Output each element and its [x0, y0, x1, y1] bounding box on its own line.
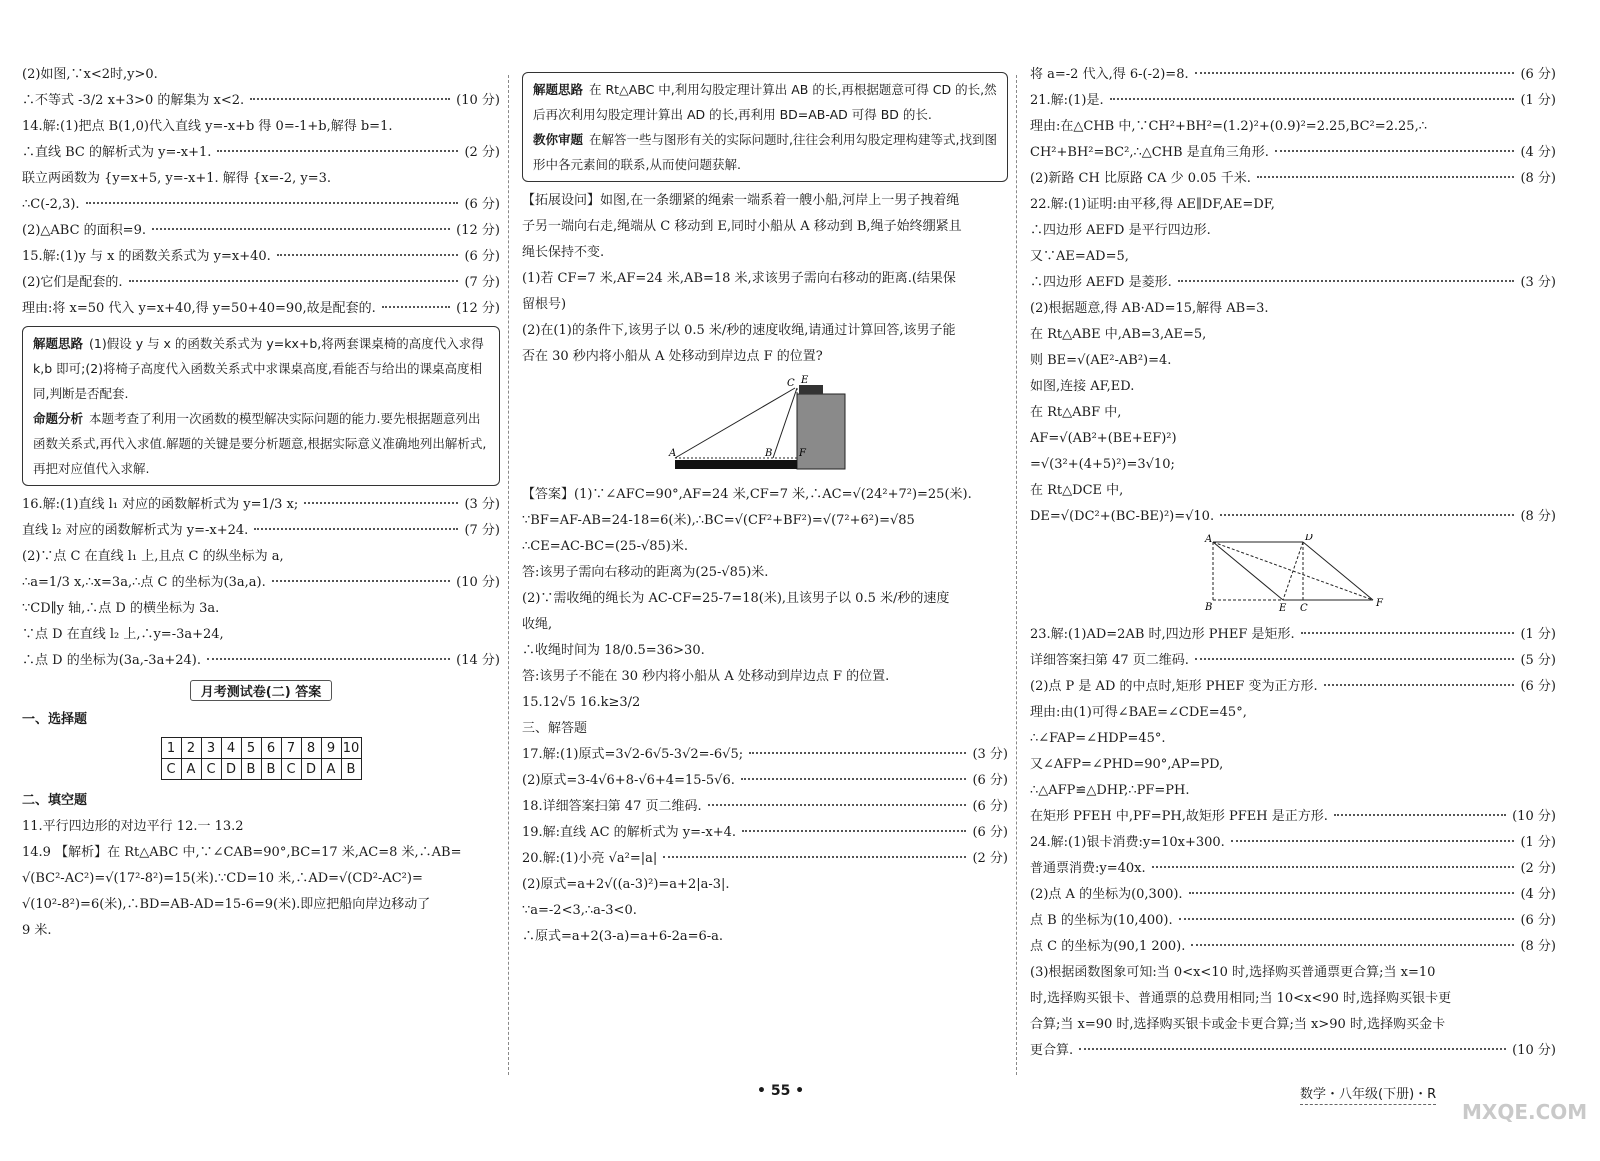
answer-line: [1030, 648, 1556, 674]
line-text: 23.解:(1)AD=2AB 时,四边形 PHEF 是矩形.: [1030, 627, 1295, 642]
score-label: (4 分): [1520, 887, 1556, 902]
extension-answer: [522, 482, 1008, 742]
answer-line: [1030, 830, 1556, 856]
line-text: (2)△ABC 的面积=9.: [22, 223, 146, 238]
text-line: [522, 560, 1008, 586]
question-number-cell: 1: [161, 738, 181, 759]
answer-line: [1030, 700, 1556, 726]
line-text: CH²+BH²=BC²,∴△CHB 是直角三角形.: [1030, 145, 1269, 160]
line-text: 14.9 【解析】在 Rt△ABC 中,∵∠CAB=90°,BC=17 米,AC=8 米,∴AB=: [22, 845, 462, 860]
dot-leader: [86, 202, 459, 204]
line-text: ∵BF=AF-AB=24-18=6(米),∴BC=√(CF²+BF²)=√(7²+6²)=√85: [522, 513, 915, 528]
score-label: (14 分): [456, 653, 500, 668]
line-text: 17.解:(1)原式=3√2-6√5-3√2=-6√5;: [522, 747, 744, 762]
answer-line: [1030, 426, 1556, 452]
answer-line: [522, 872, 1008, 898]
answer-cell: C: [201, 759, 221, 780]
dot-leader: [272, 580, 450, 582]
answer-cell: D: [221, 759, 241, 780]
line-text: (2)∵需收绳的绳长为 AC-CF=25-7=18(米),且该男子以 0.5 米/秒的速度: [522, 591, 950, 606]
score-label: (3 分): [1520, 275, 1556, 290]
answer-cell: C: [281, 759, 301, 780]
line-text: 时,选择购买银卡、普通票的总费用相同;当 10<x<90 时,选择购买银卡更: [1030, 991, 1452, 1006]
answer-line: [22, 840, 500, 866]
score-label: (6 分): [972, 799, 1008, 814]
text-line: [522, 188, 1008, 214]
text-line: [522, 240, 1008, 266]
answer-cell: B: [241, 759, 261, 780]
answer-line: [22, 814, 500, 840]
line-text: 11.平行四边形的对边平行 12.一 13.2: [22, 819, 244, 834]
answer-line: [1030, 674, 1556, 700]
tip-box: [522, 72, 1008, 182]
line-text: √(10²-8²)=6(米),∴BD=AB-AD=15-6=9(米).即应把船向岸边移动了: [22, 897, 431, 912]
answer-line: [22, 570, 500, 596]
extension-question: [522, 188, 1008, 370]
dot-leader: [663, 856, 966, 858]
question-number-cell: 7: [281, 738, 301, 759]
answer-line: [1030, 778, 1556, 804]
boat-rope-diagram: [665, 374, 865, 474]
table-row: [161, 738, 361, 759]
line-text: 又∠AFP=∠PHD=90°,AP=PD,: [1030, 757, 1224, 772]
score-label: (6 分): [1520, 679, 1556, 694]
line-text: 9 米.: [22, 923, 52, 938]
answer-line: [22, 114, 500, 140]
line-text: AF=√(AB²+(BE+EF)²): [1030, 431, 1177, 446]
footer-subject: 数学・八年级(下册)・R: [1300, 1083, 1436, 1105]
dot-leader: [1195, 72, 1515, 74]
question-number-cell: 9: [321, 738, 341, 759]
label-e: E: [801, 375, 809, 386]
line-text: (2)原式=3-4√6+8-√6+4=15-5√6.: [522, 773, 735, 788]
label-f: F: [1376, 598, 1383, 609]
score-label: (1 分): [1520, 93, 1556, 108]
score-label: (6 分): [1520, 913, 1556, 928]
line-text: (2)它们是配套的.: [22, 275, 123, 290]
section-title: 月考测试卷(二) 答案: [190, 680, 332, 701]
score-label: (8 分): [1520, 171, 1556, 186]
dot-leader: [1324, 684, 1515, 686]
label-b: B: [765, 448, 773, 459]
answer-line: [1030, 374, 1556, 400]
line-text: 点 B 的坐标为(10,400).: [1030, 913, 1173, 928]
answer-line: [1030, 218, 1556, 244]
answer-line: [1030, 1038, 1556, 1064]
score-label: (1 分): [1520, 835, 1556, 850]
answer-line: [1030, 752, 1556, 778]
answer-line: [1030, 296, 1556, 322]
dot-leader: [304, 502, 458, 504]
score-label: (8 分): [1520, 509, 1556, 524]
line-text: 22.解:(1)证明:由平移,得 AE∥DF,AE=DF,: [1030, 197, 1275, 212]
text-line: [522, 690, 1008, 716]
answer-line: [1030, 804, 1556, 830]
answer-line: [1030, 452, 1556, 478]
score-label: (6 分): [464, 197, 500, 212]
score-label: (1 分): [1520, 627, 1556, 642]
dot-leader: [1079, 1048, 1506, 1050]
question-number-cell: 8: [301, 738, 321, 759]
line-text: 15.12√5 16.k≥3/2: [522, 695, 641, 710]
text-line: [522, 344, 1008, 370]
line-text: ∵a=-2<3,∴a-3<0.: [522, 903, 637, 918]
dot-leader: [1110, 98, 1515, 100]
line-text: 留根号): [522, 297, 567, 312]
dot-leader: [741, 778, 967, 780]
line-text: ∴收绳时间为 18/0.5=36>30.: [522, 643, 705, 658]
dot-leader: [217, 150, 458, 152]
line-text: (2)在(1)的条件下,该男子以 0.5 米/秒的速度收绳,请通过计算回答,该男子能: [522, 323, 956, 338]
dot-leader: [1275, 150, 1515, 152]
answer-line: [1030, 908, 1556, 934]
question-number-cell: 5: [241, 738, 261, 759]
line-text: 绳长保持不变.: [522, 245, 605, 260]
line-text: 将 a=-2 代入,得 6-(-2)=8.: [1030, 67, 1189, 82]
score-label: (6 分): [464, 249, 500, 264]
line-text: (3)根据函数图象可知:当 0<x<10 时,选择购买普通票更合算;当 x=10: [1030, 965, 1436, 980]
answer-line: [1030, 114, 1556, 140]
line-text: 子另一端向右走,绳端从 C 移动到 E,同时小船从 A 移动到 B,绳子始终绷紧且: [522, 219, 962, 234]
dot-leader: [1152, 866, 1515, 868]
score-label: (12 分): [456, 301, 500, 316]
page-number: • 55 •: [757, 1083, 805, 1099]
line-text: 21.解:(1)是.: [1030, 93, 1104, 108]
answer-lines: [22, 492, 500, 674]
line-text: 理由:将 x=50 代入 y=x+40,得 y=50+40=90,故是配套的.: [22, 301, 376, 316]
line-text: 在 Rt△ABF 中,: [1030, 405, 1122, 420]
score-label: (3 分): [464, 497, 500, 512]
tip-box: [22, 326, 500, 486]
column-divider: [1016, 75, 1017, 1075]
text-line: [522, 266, 1008, 292]
dot-leader: [152, 228, 450, 230]
dot-leader: [129, 280, 459, 282]
text-line: [522, 612, 1008, 638]
answer-line: [22, 218, 500, 244]
line-text: 三、解答题: [522, 721, 588, 736]
label-b: B: [1205, 602, 1213, 613]
label-c: C: [787, 378, 795, 389]
dot-leader: [250, 98, 450, 100]
dot-leader: [1191, 944, 1514, 946]
answer-cell: A: [181, 759, 201, 780]
answer-line: [22, 892, 500, 918]
text-line: [522, 664, 1008, 690]
answer-line: [1030, 270, 1556, 296]
section-heading: 二、填空题: [22, 793, 88, 808]
line-text: DE=√(DC²+(BC-BE)²)=√10.: [1030, 509, 1215, 524]
text-line: [522, 586, 1008, 612]
line-text: 否在 30 秒内将小船从 A 处移动到岸边点 F 的位置?: [522, 349, 823, 364]
tip-approach: 解题思路 (1)假设 y 与 x 的函数关系式为 y=kx+b,将两套课桌椅的高度代入求得 k,b 即可;(2)将椅子高度代入函数关系式中求课桌高度,看能否与给出的课桌高度相同,判断是否配套.: [33, 336, 484, 401]
line-text: 14.解:(1)把点 B(1,0)代入直线 y=-x+b 得 0=-1+b,解得 b=1.: [22, 119, 393, 134]
man-figure: [799, 385, 823, 394]
answer-line: [522, 742, 1008, 768]
line-text: ∴CE=AC-BC=(25-√85)米.: [522, 539, 688, 554]
line-text: 更合算.: [1030, 1043, 1074, 1058]
line-text: ∴四边形 AEFD 是菱形.: [1030, 275, 1172, 290]
dot-leader: [742, 830, 966, 832]
section-heading: 一、选择题: [22, 712, 88, 727]
line-text: (2)如图,∵x<2时,y>0.: [22, 67, 158, 82]
answer-cell: B: [261, 759, 281, 780]
line-text: 则 BE=√(AE²-AB²)=4.: [1030, 353, 1172, 368]
score-label: (6 分): [972, 825, 1008, 840]
score-label: (7 分): [464, 275, 500, 290]
answer-line: [22, 296, 500, 322]
answer-line: [522, 820, 1008, 846]
line-text: 联立两函数为 {y=x+5, y=-x+1. 解得 {x=-2, y=3.: [22, 171, 331, 186]
answer-line: [1030, 478, 1556, 504]
answer-line: [522, 768, 1008, 794]
answer-line: [22, 62, 500, 88]
line-text: (1)若 CF=7 米,AF=24 米,AB=18 米,求该男子需向右移动的距离.(结果保: [522, 271, 956, 286]
line-text: 详细答案扫第 47 页二维码.: [1030, 653, 1189, 668]
answer-line: [22, 270, 500, 296]
text-line: [522, 534, 1008, 560]
dot-leader: [1178, 280, 1515, 282]
line-text: (2)点 A 的坐标为(0,300).: [1030, 887, 1183, 902]
line-text: ∴△AFP≌△DHP,∴PF=PH.: [1030, 783, 1190, 798]
answer-line: [22, 622, 500, 648]
answer-line: [522, 794, 1008, 820]
answer-line: [22, 918, 500, 944]
label-f: F: [799, 448, 806, 459]
answer-cell: D: [301, 759, 321, 780]
line-text: (2)原式=a+2√((a-3)²)=a+2|a-3|.: [522, 877, 730, 892]
question-number-cell: 4: [221, 738, 241, 759]
answer-line: [1030, 88, 1556, 114]
line-text: 15.解:(1)y 与 x 的函数关系式为 y=x+40.: [22, 249, 271, 264]
answer-line: [1030, 322, 1556, 348]
answer-lines: [1030, 622, 1556, 1064]
answer-line: [1030, 1012, 1556, 1038]
line-text: (2)点 P 是 AD 的中点时,矩形 PHEF 变为正方形.: [1030, 679, 1318, 694]
answer-line: [22, 192, 500, 218]
dot-leader: [1257, 176, 1515, 178]
label-a: A: [1205, 534, 1213, 545]
dot-leader: [277, 254, 459, 256]
column-divider: [508, 75, 509, 1075]
score-label: (10 分): [1512, 809, 1556, 824]
line-text: 16.解:(1)直线 l₁ 对应的函数解析式为 y=1/3 x;: [22, 497, 299, 512]
rhombus-figure: [1030, 534, 1556, 618]
line-text: 如图,连接 AF,ED.: [1030, 379, 1135, 394]
question-number-cell: 2: [181, 738, 201, 759]
line-text: ∴点 D 的坐标为(3a,-3a+24).: [22, 653, 201, 668]
tip-analysis: 命题分析 本题考查了利用一次函数的模型解决实际问题的能力.要先根据题意列出函数关系式,再代入求值.解题的关键是要分析题意,根据实际意义准确地列出解析式,再把对应值代入求解.: [33, 411, 487, 476]
line-text: ∴∠FAP=∠HDP=45°.: [1030, 731, 1166, 746]
text-line: [522, 318, 1008, 344]
line-text: ∵CD∥y 轴,∴点 D 的横坐标为 3a.: [22, 601, 220, 616]
section-title-wrap: [22, 680, 500, 701]
answer-line: [22, 166, 500, 192]
dot-leader: [207, 658, 450, 660]
answer-line: [522, 846, 1008, 872]
score-label: (2 分): [1520, 861, 1556, 876]
score-label: (10 分): [456, 575, 500, 590]
answer-line: [22, 140, 500, 166]
score-label: (10 分): [1512, 1043, 1556, 1058]
line-text: 收绳,: [522, 617, 553, 632]
dot-leader: [1231, 840, 1515, 842]
water-surface: [675, 460, 797, 469]
answer-line: [1030, 192, 1556, 218]
line-text: ∴C(-2,3).: [22, 197, 80, 212]
left-column: [22, 62, 500, 944]
dot-leader: [749, 752, 966, 754]
answer-cell: A: [321, 759, 341, 780]
dot-leader: [708, 804, 967, 806]
answer-line: [522, 924, 1008, 950]
line-text: 理由:在△CHB 中,∵CH²+BH²=(1.2)²+(0.9)²=2.25,BC²=2.25,∴: [1030, 119, 1427, 134]
score-label: (3 分): [972, 747, 1008, 762]
line-text: 【拓展设问】如图,在一条绷紧的绳索一端系着一艘小船,河岸上一男子拽着绳: [522, 193, 960, 208]
dot-leader: [1220, 514, 1514, 516]
answer-cell: C: [161, 759, 181, 780]
answer-line: [22, 596, 500, 622]
line-text: 在 Rt△ABE 中,AB=3,AE=5,: [1030, 327, 1207, 342]
question-number-cell: 3: [201, 738, 221, 759]
answer-line: [1030, 62, 1556, 88]
answer-line: [1030, 934, 1556, 960]
line-text: (2)新路 CH 比原路 CA 少 0.05 千米.: [1030, 171, 1251, 186]
text-line: [522, 214, 1008, 240]
question-number-cell: 6: [261, 738, 281, 759]
line-text: 理由:由(1)可得∠BAE=∠CDE=45°,: [1030, 705, 1247, 720]
line-de: [1283, 542, 1303, 600]
answer-line: [22, 866, 500, 892]
line-text: =√(3²+(4+5)²)=3√10;: [1030, 457, 1175, 472]
answer-table: [161, 737, 362, 780]
score-label: (12 分): [456, 223, 500, 238]
dot-leader: [254, 528, 458, 530]
dot-leader: [1195, 658, 1514, 660]
answer-line: [1030, 882, 1556, 908]
line-text: 19.解:直线 AC 的解析式为 y=-x+4.: [522, 825, 737, 840]
score-label: (7 分): [464, 523, 500, 538]
question-number-cell: 10: [341, 738, 361, 759]
dot-leader: [1189, 892, 1515, 894]
answer-line: [22, 544, 500, 570]
line-text: ∵点 D 在直线 l₂ 上,∴y=-3a+24,: [22, 627, 224, 642]
answer-line: [1030, 400, 1556, 426]
answer-line: [1030, 166, 1556, 192]
line-text: 24.解:(1)银卡消费:y=10x+300.: [1030, 835, 1225, 850]
answer-line: [1030, 504, 1556, 530]
right-column: [1030, 62, 1556, 1064]
answer-line: [22, 648, 500, 674]
dot-leader: [382, 306, 450, 308]
answer-line: [1030, 856, 1556, 882]
answer-line: [522, 898, 1008, 924]
line-text: 答:该男子需向右移动的距离为(25-√85)米.: [522, 565, 769, 580]
answer-line: [22, 244, 500, 270]
answer-line: [1030, 960, 1556, 986]
dot-leader: [1179, 918, 1515, 920]
line-text: (2)∵点 C 在直线 l₁ 上,且点 C 的纵坐标为 a,: [22, 549, 284, 564]
table-row: [161, 759, 361, 780]
score-label: (4 分): [1520, 145, 1556, 160]
score-label: (8 分): [1520, 939, 1556, 954]
score-label: (6 分): [972, 773, 1008, 788]
answer-line: [1030, 622, 1556, 648]
tip-approach: 解题思路 在 Rt△ABC 中,利用勾股定理计算出 AB 的长,再根据题意可得 CD 的长,然后再次利用勾股定理计算出 AD 的长,再利用 BD=AB-AD 可得 BD 的长.: [533, 82, 997, 122]
line-text: 18.详细答案扫第 47 页二维码.: [522, 799, 702, 814]
text-line: [522, 482, 1008, 508]
dot-leader: [1334, 814, 1506, 816]
answer-lines: [22, 814, 500, 944]
answer-line: [1030, 348, 1556, 374]
line-text: 合算;当 x=90 时,选择购买银卡或金卡更合算;当 x>90 时,选择购买金卡: [1030, 1017, 1446, 1032]
rhombus-diagram: [1193, 534, 1393, 614]
answer-line: [1030, 244, 1556, 270]
score-label: (6 分): [1520, 67, 1556, 82]
dot-leader: [1301, 632, 1515, 634]
score-label: (5 分): [1520, 653, 1556, 668]
line-text: 又∵AE=AD=5,: [1030, 249, 1129, 264]
label-c: C: [1300, 603, 1308, 614]
line-text: ∴a=1/3 x,∴x=3a,∴点 C 的坐标为(3a,a).: [22, 575, 266, 590]
line-text: 点 C 的坐标为(90,1 200).: [1030, 939, 1186, 954]
line-text: 在矩形 PFEH 中,PF=PH,故矩形 PFEH 是正方形.: [1030, 809, 1328, 824]
line-text: 20.解:(1)小亮 √a²=|a|: [522, 851, 658, 866]
text-line: [522, 292, 1008, 318]
answer-line: [22, 492, 500, 518]
text-line: [522, 508, 1008, 534]
line-text: ∴原式=a+2(3-a)=a+6-2a=6-a.: [522, 929, 724, 944]
answer-cell: B: [341, 759, 361, 780]
line-text: 直线 l₂ 对应的函数解析式为 y=-x+24.: [22, 523, 249, 538]
text-line: [522, 716, 1008, 742]
line-text: 普通票消费:y=40x.: [1030, 861, 1146, 876]
answer-lines: [1030, 62, 1556, 530]
answer-lines: [522, 742, 1008, 950]
line-text: (2)根据题意,得 AB·AD=15,解得 AB=3.: [1030, 301, 1269, 316]
label-e: E: [1279, 603, 1287, 614]
label-d: D: [1305, 534, 1314, 543]
watermark: MXQE.COM: [1462, 1100, 1588, 1124]
line-text: 答:该男子不能在 30 秒内将小船从 A 处移动到岸边点 F 的位置.: [522, 669, 890, 684]
tip-reading: 教你审题 在解答一些与图形有关的实际问题时,往往会利用勾股定理构建等式,找到图形中各元素间的联系,从而使问题获解.: [533, 132, 997, 172]
line-text: 【答案】(1)∵∠AFC=90°,AF=24 米,CF=7 米,∴AC=√(24²+7²)=25(米).: [522, 487, 972, 502]
answer-line: [22, 518, 500, 544]
answer-line: [1030, 986, 1556, 1012]
score-label: (2 分): [464, 145, 500, 160]
text-line: [522, 638, 1008, 664]
label-a: A: [669, 448, 677, 459]
answer-line: [22, 88, 500, 114]
line-text: 在 Rt△DCE 中,: [1030, 483, 1124, 498]
answer-lines: [22, 62, 500, 322]
answer-line: [1030, 726, 1556, 752]
score-label: (10 分): [456, 93, 500, 108]
line-text: √(BC²-AC²)=√(17²-8²)=15(米).∵CD=10 米,∴AD=√(CD²-AC²)=: [22, 871, 423, 886]
answer-line: [1030, 140, 1556, 166]
score-label: (2 分): [972, 851, 1008, 866]
side-df: [1303, 542, 1373, 600]
line-text: ∴不等式 -3/2 x+3>0 的解集为 x<2.: [22, 93, 245, 108]
line-text: ∴四边形 AEFD 是平行四边形.: [1030, 223, 1211, 238]
boat-rope-figure: [522, 374, 1008, 478]
side-ae: [1213, 542, 1283, 600]
line-text: ∴直线 BC 的解析式为 y=-x+1.: [22, 145, 212, 160]
middle-column: [522, 62, 1008, 950]
